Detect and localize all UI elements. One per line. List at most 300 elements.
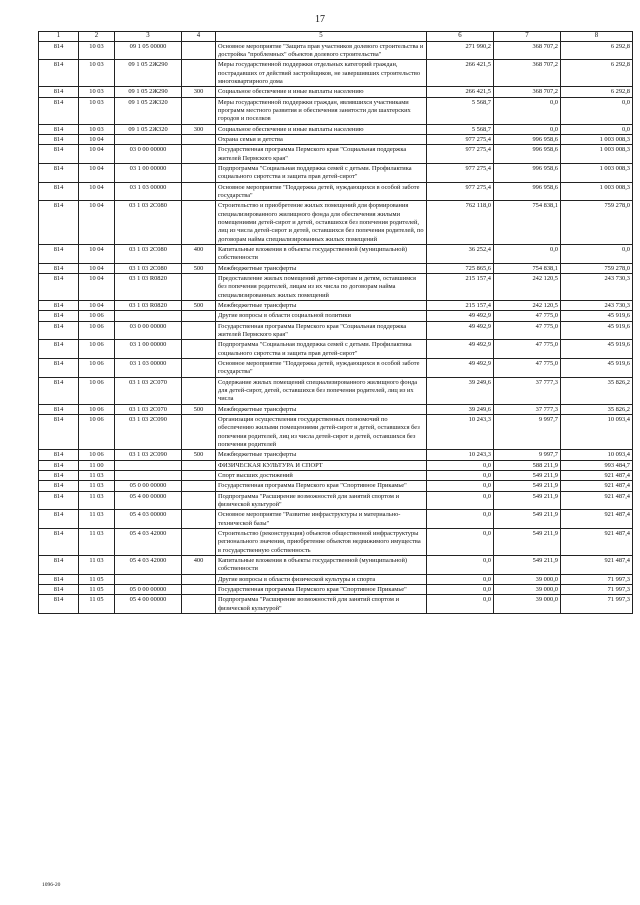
amount-year3-cell: 921 487,4 <box>561 555 633 574</box>
amount-year3-cell: 921 487,4 <box>561 491 633 510</box>
description-cell: Основное мероприятие "Поддержка детей, нуждающихся в особой заботе государства" <box>216 182 427 201</box>
amount-year1-cell: 36 252,4 <box>427 245 494 264</box>
table-row <box>39 145 633 164</box>
amount-year3-cell: 759 278,0 <box>561 201 633 245</box>
amount-year2-cell: 549 211,9 <box>494 481 561 491</box>
section-cell: 10 03 <box>79 41 115 60</box>
admin-code-cell: 814 <box>39 470 79 480</box>
expense-type-cell <box>182 201 216 245</box>
expense-type-cell: 500 <box>182 301 216 311</box>
amount-year3-cell: 759 278,0 <box>561 263 633 273</box>
description-cell: Основное мероприятие "Поддержка детей, нуждающихся в особой заботе государства" <box>216 358 427 377</box>
column-number: 8 <box>561 32 633 42</box>
target-article-cell: 09 1 05 00000 <box>115 41 182 60</box>
table-row <box>39 595 633 614</box>
amount-year3-cell: 71 997,3 <box>561 574 633 584</box>
amount-year2-cell: 368 707,2 <box>494 87 561 97</box>
amount-year3-cell: 45 919,6 <box>561 358 633 377</box>
description-cell: Подпрограмма "Расширение возможностей для занятий спортом и физической культурой" <box>216 491 427 510</box>
amount-year3-cell: 0,0 <box>561 124 633 134</box>
amount-year1-cell: 49 492,9 <box>427 358 494 377</box>
amount-year3-cell: 6 292,8 <box>561 60 633 87</box>
amount-year1-cell: 10 243,3 <box>427 450 494 460</box>
section-cell: 10 04 <box>79 182 115 201</box>
amount-year1-cell: 977 275,4 <box>427 145 494 164</box>
section-cell: 11 05 <box>79 584 115 594</box>
amount-year2-cell: 368 707,2 <box>494 41 561 60</box>
target-article-cell: 03 1 03 2С080 <box>115 201 182 245</box>
admin-code-cell: 814 <box>39 145 79 164</box>
table-row <box>39 245 633 264</box>
target-article-cell <box>115 135 182 145</box>
target-article-cell <box>115 311 182 321</box>
target-article-cell <box>115 574 182 584</box>
admin-code-cell: 814 <box>39 60 79 87</box>
amount-year2-cell: 47 775,0 <box>494 340 561 359</box>
target-article-cell: 03 1 03 2С080 <box>115 245 182 264</box>
section-cell: 11 03 <box>79 555 115 574</box>
amount-year2-cell: 39 000,0 <box>494 574 561 584</box>
target-article-cell: 03 1 03 R0820 <box>115 274 182 301</box>
description-cell: Межбюджетные трансферты <box>216 404 427 414</box>
admin-code-cell: 814 <box>39 274 79 301</box>
admin-code-cell: 814 <box>39 510 79 529</box>
expense-type-cell <box>182 574 216 584</box>
amount-year1-cell: 266 421,5 <box>427 87 494 97</box>
table-row <box>39 510 633 529</box>
table-row <box>39 584 633 594</box>
description-cell: Основное мероприятие "Развитие инфраструктуры и материально-технической базы" <box>216 510 427 529</box>
target-article-cell: 03 1 03 00000 <box>115 358 182 377</box>
amount-year3-cell: 921 487,4 <box>561 470 633 480</box>
description-cell: Охрана семьи и детства <box>216 135 427 145</box>
amount-year1-cell: 977 275,4 <box>427 182 494 201</box>
description-cell: Социальное обеспечение и иные выплаты населению <box>216 124 427 134</box>
column-number-row <box>39 32 633 42</box>
description-cell: Государственная программа Пермского края "Социальная поддержка жителей Пермского края" <box>216 145 427 164</box>
amount-year1-cell: 762 118,0 <box>427 201 494 245</box>
expense-type-cell <box>182 491 216 510</box>
target-article-cell: 03 0 00 00000 <box>115 145 182 164</box>
expense-type-cell: 300 <box>182 87 216 97</box>
amount-year2-cell: 996 958,6 <box>494 182 561 201</box>
amount-year3-cell: 35 826,2 <box>561 377 633 404</box>
amount-year1-cell: 49 492,9 <box>427 340 494 359</box>
section-cell: 11 05 <box>79 574 115 584</box>
amount-year2-cell: 996 958,6 <box>494 135 561 145</box>
amount-year3-cell: 10 093,4 <box>561 414 633 449</box>
expense-type-cell <box>182 41 216 60</box>
admin-code-cell: 814 <box>39 358 79 377</box>
amount-year2-cell: 9 997,7 <box>494 450 561 460</box>
amount-year2-cell: 549 211,9 <box>494 470 561 480</box>
target-article-cell: 03 1 03 2С090 <box>115 414 182 449</box>
expense-type-cell <box>182 358 216 377</box>
target-article-cell: 05 4 03 42000 <box>115 528 182 555</box>
amount-year1-cell: 0,0 <box>427 528 494 555</box>
section-cell: 11 00 <box>79 460 115 470</box>
amount-year2-cell: 549 211,9 <box>494 510 561 529</box>
amount-year2-cell: 588 211,9 <box>494 460 561 470</box>
expense-type-cell <box>182 164 216 183</box>
description-cell: Строительство (реконструкция) объектов общественной инфраструктуры регионального значения, приобретение объектов недвижимого имущества в государственную собственность <box>216 528 427 555</box>
section-cell: 10 06 <box>79 450 115 460</box>
section-cell: 10 04 <box>79 274 115 301</box>
amount-year1-cell: 0,0 <box>427 584 494 594</box>
table-row <box>39 97 633 124</box>
amount-year2-cell: 549 211,9 <box>494 555 561 574</box>
amount-year2-cell: 754 838,1 <box>494 263 561 273</box>
description-cell: Капитальные вложения в объекты государственной (муниципальной) собственности <box>216 555 427 574</box>
admin-code-cell: 814 <box>39 414 79 449</box>
amount-year1-cell: 0,0 <box>427 460 494 470</box>
column-number: 7 <box>494 32 561 42</box>
section-cell: 10 03 <box>79 87 115 97</box>
expense-type-cell <box>182 377 216 404</box>
amount-year2-cell: 37 777,3 <box>494 404 561 414</box>
expense-type-cell: 400 <box>182 245 216 264</box>
section-cell: 11 05 <box>79 595 115 614</box>
description-cell: Основное мероприятие "Защита прав участников долевого строительства и достройка "проблемных" объектов долевого строительства" <box>216 41 427 60</box>
description-cell: Капитальные вложения в объекты государственной (муниципальной) собственности <box>216 245 427 264</box>
column-number: 2 <box>79 32 115 42</box>
amount-year1-cell: 215 157,4 <box>427 301 494 311</box>
amount-year3-cell: 0,0 <box>561 245 633 264</box>
amount-year1-cell: 266 421,5 <box>427 60 494 87</box>
expense-type-cell <box>182 595 216 614</box>
section-cell: 10 04 <box>79 135 115 145</box>
admin-code-cell: 814 <box>39 164 79 183</box>
amount-year3-cell: 45 919,6 <box>561 340 633 359</box>
amount-year2-cell: 0,0 <box>494 245 561 264</box>
section-cell: 10 03 <box>79 124 115 134</box>
section-cell: 10 04 <box>79 301 115 311</box>
amount-year1-cell: 0,0 <box>427 555 494 574</box>
table-row <box>39 450 633 460</box>
admin-code-cell: 814 <box>39 450 79 460</box>
table-row <box>39 135 633 145</box>
target-article-cell: 05 0 00 00000 <box>115 584 182 594</box>
amount-year3-cell: 6 292,8 <box>561 87 633 97</box>
admin-code-cell: 814 <box>39 97 79 124</box>
amount-year1-cell: 0,0 <box>427 491 494 510</box>
target-article-cell: 03 1 03 00000 <box>115 182 182 201</box>
amount-year1-cell: 977 275,4 <box>427 135 494 145</box>
target-article-cell: 03 1 03 2С090 <box>115 450 182 460</box>
amount-year1-cell: 725 865,6 <box>427 263 494 273</box>
amount-year1-cell: 0,0 <box>427 510 494 529</box>
section-cell: 11 03 <box>79 470 115 480</box>
amount-year1-cell: 0,0 <box>427 470 494 480</box>
expense-type-cell <box>182 311 216 321</box>
expense-type-cell: 400 <box>182 555 216 574</box>
amount-year1-cell: 5 568,7 <box>427 124 494 134</box>
amount-year2-cell: 9 997,7 <box>494 414 561 449</box>
amount-year2-cell: 47 775,0 <box>494 358 561 377</box>
amount-year1-cell: 271 990,2 <box>427 41 494 60</box>
amount-year3-cell: 921 487,4 <box>561 510 633 529</box>
admin-code-cell: 814 <box>39 404 79 414</box>
admin-code-cell: 814 <box>39 245 79 264</box>
target-article-cell: 05 4 03 00000 <box>115 510 182 529</box>
table-row <box>39 41 633 60</box>
section-cell: 10 04 <box>79 201 115 245</box>
description-cell: Спорт высших достижений <box>216 470 427 480</box>
admin-code-cell: 814 <box>39 41 79 60</box>
target-article-cell: 03 1 03 2С070 <box>115 404 182 414</box>
target-article-cell: 03 1 03 2С080 <box>115 263 182 273</box>
amount-year2-cell: 0,0 <box>494 124 561 134</box>
expense-type-cell <box>182 481 216 491</box>
target-article-cell: 09 1 05 2Ж290 <box>115 60 182 87</box>
amount-year2-cell: 242 120,5 <box>494 274 561 301</box>
document-code: 1096-20 <box>42 882 61 888</box>
column-number: 6 <box>427 32 494 42</box>
column-number: 4 <box>182 32 216 42</box>
expense-type-cell <box>182 182 216 201</box>
expense-type-cell: 300 <box>182 124 216 134</box>
amount-year1-cell: 5 568,7 <box>427 97 494 124</box>
table-row <box>39 274 633 301</box>
description-cell: ФИЗИЧЕСКАЯ КУЛЬТУРА И СПОРТ <box>216 460 427 470</box>
admin-code-cell: 814 <box>39 311 79 321</box>
target-article-cell: 03 1 03 R0820 <box>115 301 182 311</box>
section-cell: 10 04 <box>79 164 115 183</box>
expense-type-cell: 500 <box>182 404 216 414</box>
admin-code-cell: 814 <box>39 201 79 245</box>
column-number: 1 <box>39 32 79 42</box>
amount-year1-cell: 39 249,6 <box>427 377 494 404</box>
description-cell: Предоставление жилых помещений детям-сиротам и детям, оставшимся без попечения родителей, лицам из их числа по договорам найма специализированных жилых помещений <box>216 274 427 301</box>
amount-year3-cell: 71 997,3 <box>561 595 633 614</box>
expense-type-cell <box>182 274 216 301</box>
amount-year3-cell: 45 919,6 <box>561 321 633 340</box>
amount-year2-cell: 996 958,6 <box>494 164 561 183</box>
section-cell: 10 06 <box>79 311 115 321</box>
expense-type-cell <box>182 414 216 449</box>
table-row <box>39 377 633 404</box>
amount-year2-cell: 754 838,1 <box>494 201 561 245</box>
section-cell: 11 03 <box>79 528 115 555</box>
expense-type-cell <box>182 584 216 594</box>
expense-type-cell <box>182 470 216 480</box>
amount-year3-cell: 921 487,4 <box>561 481 633 491</box>
admin-code-cell: 814 <box>39 595 79 614</box>
amount-year1-cell: 39 249,6 <box>427 404 494 414</box>
table-row <box>39 164 633 183</box>
description-cell: Межбюджетные трансферты <box>216 301 427 311</box>
section-cell: 10 04 <box>79 145 115 164</box>
table-row <box>39 87 633 97</box>
target-article-cell: 03 0 00 00000 <box>115 321 182 340</box>
table-row <box>39 481 633 491</box>
table-row <box>39 340 633 359</box>
target-article-cell: 05 0 00 00000 <box>115 481 182 491</box>
table-row <box>39 528 633 555</box>
table-row <box>39 311 633 321</box>
admin-code-cell: 814 <box>39 263 79 273</box>
amount-year2-cell: 368 707,2 <box>494 60 561 87</box>
description-cell: Подпрограмма "Социальная поддержка семей с детьми. Профилактика социального сиротства и защита прав детей-сирот" <box>216 340 427 359</box>
admin-code-cell: 814 <box>39 528 79 555</box>
table-row <box>39 470 633 480</box>
admin-code-cell: 814 <box>39 87 79 97</box>
table-row <box>39 182 633 201</box>
amount-year2-cell: 47 775,0 <box>494 311 561 321</box>
amount-year3-cell: 243 730,3 <box>561 274 633 301</box>
description-cell: Меры государственной поддержки отдельных категорий граждан, пострадавших от действий застройщиков, не завершивших строительство многоквартирного дома <box>216 60 427 87</box>
table-row <box>39 404 633 414</box>
table-row <box>39 321 633 340</box>
expense-type-cell <box>182 145 216 164</box>
description-cell: Подпрограмма "Социальная поддержка семей с детьми. Профилактика социального сиротства и защита прав детей-сирот" <box>216 164 427 183</box>
amount-year2-cell: 242 120,5 <box>494 301 561 311</box>
amount-year1-cell: 10 243,3 <box>427 414 494 449</box>
admin-code-cell: 814 <box>39 460 79 470</box>
target-article-cell: 03 1 00 00000 <box>115 340 182 359</box>
section-cell: 10 04 <box>79 263 115 273</box>
admin-code-cell: 814 <box>39 301 79 311</box>
target-article-cell: 05 4 00 00000 <box>115 491 182 510</box>
amount-year2-cell: 549 211,9 <box>494 491 561 510</box>
admin-code-cell: 814 <box>39 481 79 491</box>
table-row <box>39 60 633 87</box>
amount-year2-cell: 549 211,9 <box>494 528 561 555</box>
description-cell: Межбюджетные трансферты <box>216 450 427 460</box>
amount-year1-cell: 49 492,9 <box>427 321 494 340</box>
description-cell: Содержание жилых помещений специализированного жилищного фонда для детей-сирот, детей, оставшихся без попечения родителей, лиц из их числа <box>216 377 427 404</box>
amount-year3-cell: 993 484,7 <box>561 460 633 470</box>
description-cell: Строительство и приобретение жилых помещений для формирования специализированного жилищного фонда для обеспечения жилыми помещениями детей-сирот и детей, оставшихся без попечения родителей, лиц из числа детей-сирот и детей, оставшихся без попечения родителей, по договорам найма специализированных жилых помещений <box>216 201 427 245</box>
table-row <box>39 358 633 377</box>
table-row <box>39 574 633 584</box>
admin-code-cell: 814 <box>39 124 79 134</box>
target-article-cell <box>115 460 182 470</box>
table-row <box>39 124 633 134</box>
section-cell: 11 03 <box>79 510 115 529</box>
amount-year3-cell: 6 292,8 <box>561 41 633 60</box>
amount-year2-cell: 0,0 <box>494 97 561 124</box>
section-cell: 10 06 <box>79 358 115 377</box>
table-row <box>39 414 633 449</box>
amount-year3-cell: 71 997,3 <box>561 584 633 594</box>
description-cell: Другие вопросы в области социальной политики <box>216 311 427 321</box>
section-cell: 10 06 <box>79 321 115 340</box>
description-cell: Государственная программа Пермского края "Социальная поддержка жителей Пермского края" <box>216 321 427 340</box>
expense-type-cell: 500 <box>182 263 216 273</box>
section-cell: 10 06 <box>79 404 115 414</box>
amount-year1-cell: 49 492,9 <box>427 311 494 321</box>
description-cell: Подпрограмма "Расширение возможностей для занятий спортом и физической культурой" <box>216 595 427 614</box>
admin-code-cell: 814 <box>39 574 79 584</box>
amount-year3-cell: 243 730,3 <box>561 301 633 311</box>
target-article-cell: 03 1 00 00000 <box>115 164 182 183</box>
section-cell: 11 03 <box>79 481 115 491</box>
admin-code-cell: 814 <box>39 555 79 574</box>
description-cell: Государственная программа Пермского края "Спортивное Прикамье" <box>216 584 427 594</box>
target-article-cell: 05 4 03 42000 <box>115 555 182 574</box>
section-cell: 10 04 <box>79 245 115 264</box>
amount-year3-cell: 1 003 008,3 <box>561 164 633 183</box>
section-cell: 10 06 <box>79 377 115 404</box>
table-row <box>39 263 633 273</box>
admin-code-cell: 814 <box>39 135 79 145</box>
expense-type-cell <box>182 321 216 340</box>
expense-type-cell <box>182 60 216 87</box>
amount-year3-cell: 35 826,2 <box>561 404 633 414</box>
expense-type-cell <box>182 97 216 124</box>
expense-type-cell <box>182 460 216 470</box>
amount-year3-cell: 1 003 008,3 <box>561 135 633 145</box>
section-cell: 10 03 <box>79 60 115 87</box>
target-article-cell: 05 4 00 00000 <box>115 595 182 614</box>
amount-year2-cell: 37 777,3 <box>494 377 561 404</box>
table-row <box>39 201 633 245</box>
amount-year1-cell: 0,0 <box>427 481 494 491</box>
admin-code-cell: 814 <box>39 340 79 359</box>
amount-year3-cell: 1 003 008,3 <box>561 145 633 164</box>
amount-year3-cell: 1 003 008,3 <box>561 182 633 201</box>
page-number: 17 <box>315 14 325 25</box>
amount-year2-cell: 39 000,0 <box>494 595 561 614</box>
amount-year1-cell: 0,0 <box>427 574 494 584</box>
target-article-cell: 03 1 03 2С070 <box>115 377 182 404</box>
amount-year3-cell: 45 919,6 <box>561 311 633 321</box>
section-cell: 10 06 <box>79 414 115 449</box>
admin-code-cell: 814 <box>39 182 79 201</box>
section-cell: 10 03 <box>79 97 115 124</box>
target-article-cell <box>115 470 182 480</box>
description-cell: Социальное обеспечение и иные выплаты населению <box>216 87 427 97</box>
budget-table <box>38 31 633 614</box>
amount-year1-cell: 215 157,4 <box>427 274 494 301</box>
amount-year2-cell: 47 775,0 <box>494 321 561 340</box>
column-number: 3 <box>115 32 182 42</box>
description-cell: Организация осуществления государственных полномочий по обеспечению жилыми помещениями детей-сирот и детей, оставшихся без попечения родителей, лиц из числа детей-сирот и детей, оставшихся без попечения родителей <box>216 414 427 449</box>
admin-code-cell: 814 <box>39 491 79 510</box>
table-row <box>39 555 633 574</box>
amount-year3-cell: 10 093,4 <box>561 450 633 460</box>
amount-year1-cell: 0,0 <box>427 595 494 614</box>
expense-type-cell <box>182 528 216 555</box>
admin-code-cell: 814 <box>39 321 79 340</box>
expense-type-cell <box>182 340 216 359</box>
description-cell: Другие вопросы в области физической культуры и спорта <box>216 574 427 584</box>
target-article-cell: 09 1 05 2Ж320 <box>115 97 182 124</box>
amount-year2-cell: 996 958,6 <box>494 145 561 164</box>
expense-type-cell <box>182 510 216 529</box>
description-cell: Государственная программа Пермского края "Спортивное Прикамье" <box>216 481 427 491</box>
column-number: 5 <box>216 32 427 42</box>
table-row <box>39 460 633 470</box>
section-cell: 10 06 <box>79 340 115 359</box>
expense-type-cell: 500 <box>182 450 216 460</box>
description-cell: Межбюджетные трансферты <box>216 263 427 273</box>
section-cell: 11 03 <box>79 491 115 510</box>
description-cell: Меры государственной поддержки граждан, являвшихся участниками программ местного развития и обеспечения занятости для шахтерских городов и поселков <box>216 97 427 124</box>
expense-type-cell <box>182 135 216 145</box>
admin-code-cell: 814 <box>39 377 79 404</box>
table-row <box>39 491 633 510</box>
amount-year3-cell: 0,0 <box>561 97 633 124</box>
table-row <box>39 301 633 311</box>
amount-year2-cell: 39 000,0 <box>494 584 561 594</box>
admin-code-cell: 814 <box>39 584 79 594</box>
target-article-cell: 09 1 05 2Ж290 <box>115 87 182 97</box>
amount-year3-cell: 921 487,4 <box>561 528 633 555</box>
amount-year1-cell: 977 275,4 <box>427 164 494 183</box>
target-article-cell: 09 1 05 2Ж320 <box>115 124 182 134</box>
